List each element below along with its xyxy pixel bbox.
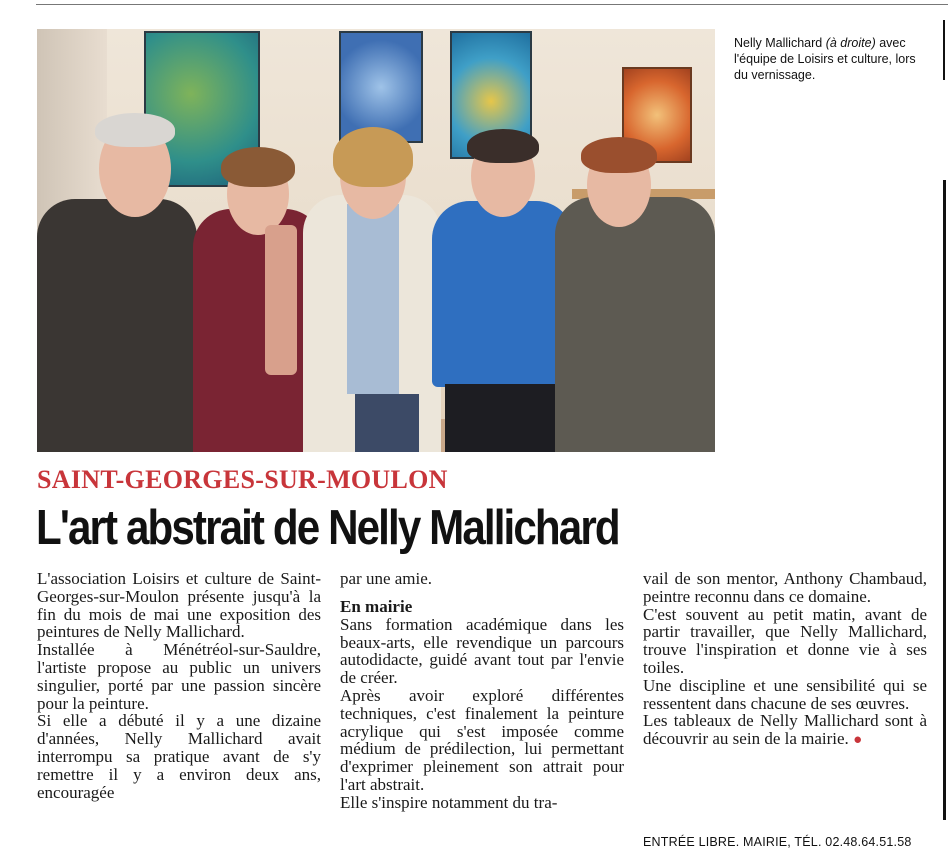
article-column-3 [643,570,927,750]
article-column-1 [37,570,321,801]
paragraph-final [643,712,927,750]
paragraph: vail de son mentor, Anthony Chambaud, peintre reconnu dans ce domaine. [643,569,927,606]
paragraph: C'est souvent au petit matin, avant de partir travailler, que Nelly Mallichard, trouve l'inspiration et donne vie à ses toiles. [643,604,927,677]
paragraph: L'association Loisirs et culture de Saint-Georges-sur-Moulon présente jusqu'à la fin du mois de mai une exposition des peintures de Nelly Mallichard. [37,569,321,642]
caption-position: (à droite) [825,36,876,50]
practical-info: ENTRÉE LIBRE. MAIRIE, TÉL. 02.48.64.51.58 [643,835,912,849]
paragraph: Installée à Ménétréol-sur-Sauldre, l'artiste propose au public un univers singulier, porté par une passion sincère pour la peinture. [37,640,321,713]
paragraph: Après avoir exploré différentes techniques, c'est finalement la peinture acrylique qui s'est imposée comme médium de prédilection, lui permettant d'exprimer pleinement son attrait pour l'art abstrait. [340,685,624,794]
photo-caption [734,35,924,83]
article-kicker: SAINT-GEORGES-SUR-MOULON [37,465,448,494]
margin-rule [943,180,946,820]
paragraph: par une amie. [340,569,433,588]
end-mark: ● [853,732,863,749]
paragraph: Si elle a débuté il y a une dizaine d'années, Nelly Mallichard avait interrompu sa pratique avant de s'y remettre il y a environ deux ans, encouragée [37,711,321,802]
paragraph: Elle s'inspire notamment du tra- [340,792,558,812]
article-headline: L'art abstrait de Nelly Mallichard [36,501,619,555]
caption-text: avec l'équipe de Loisirs et culture, lors du vernissage. [734,36,916,82]
paragraph-text: Les tableaux de Nelly Mallichard sont à découvrir au sein de la mairie. [643,711,927,749]
article-subhead: En mairie [340,596,413,616]
article-photo [37,29,715,452]
caption-name: Nelly Mallichard [734,36,823,50]
top-rule [36,4,948,5]
paragraph: Une discipline et une sensibilité qui se ressentent dans chacune de ses œuvres. [643,675,927,713]
margin-rule-top [943,20,945,80]
article-column-2 [340,570,624,812]
paragraph: Sans formation académique dans les beaux-arts, elle revendique un parcours autodidacte, guidé avant tout par l'envie de créer. [340,614,624,688]
painting-2 [339,31,423,143]
